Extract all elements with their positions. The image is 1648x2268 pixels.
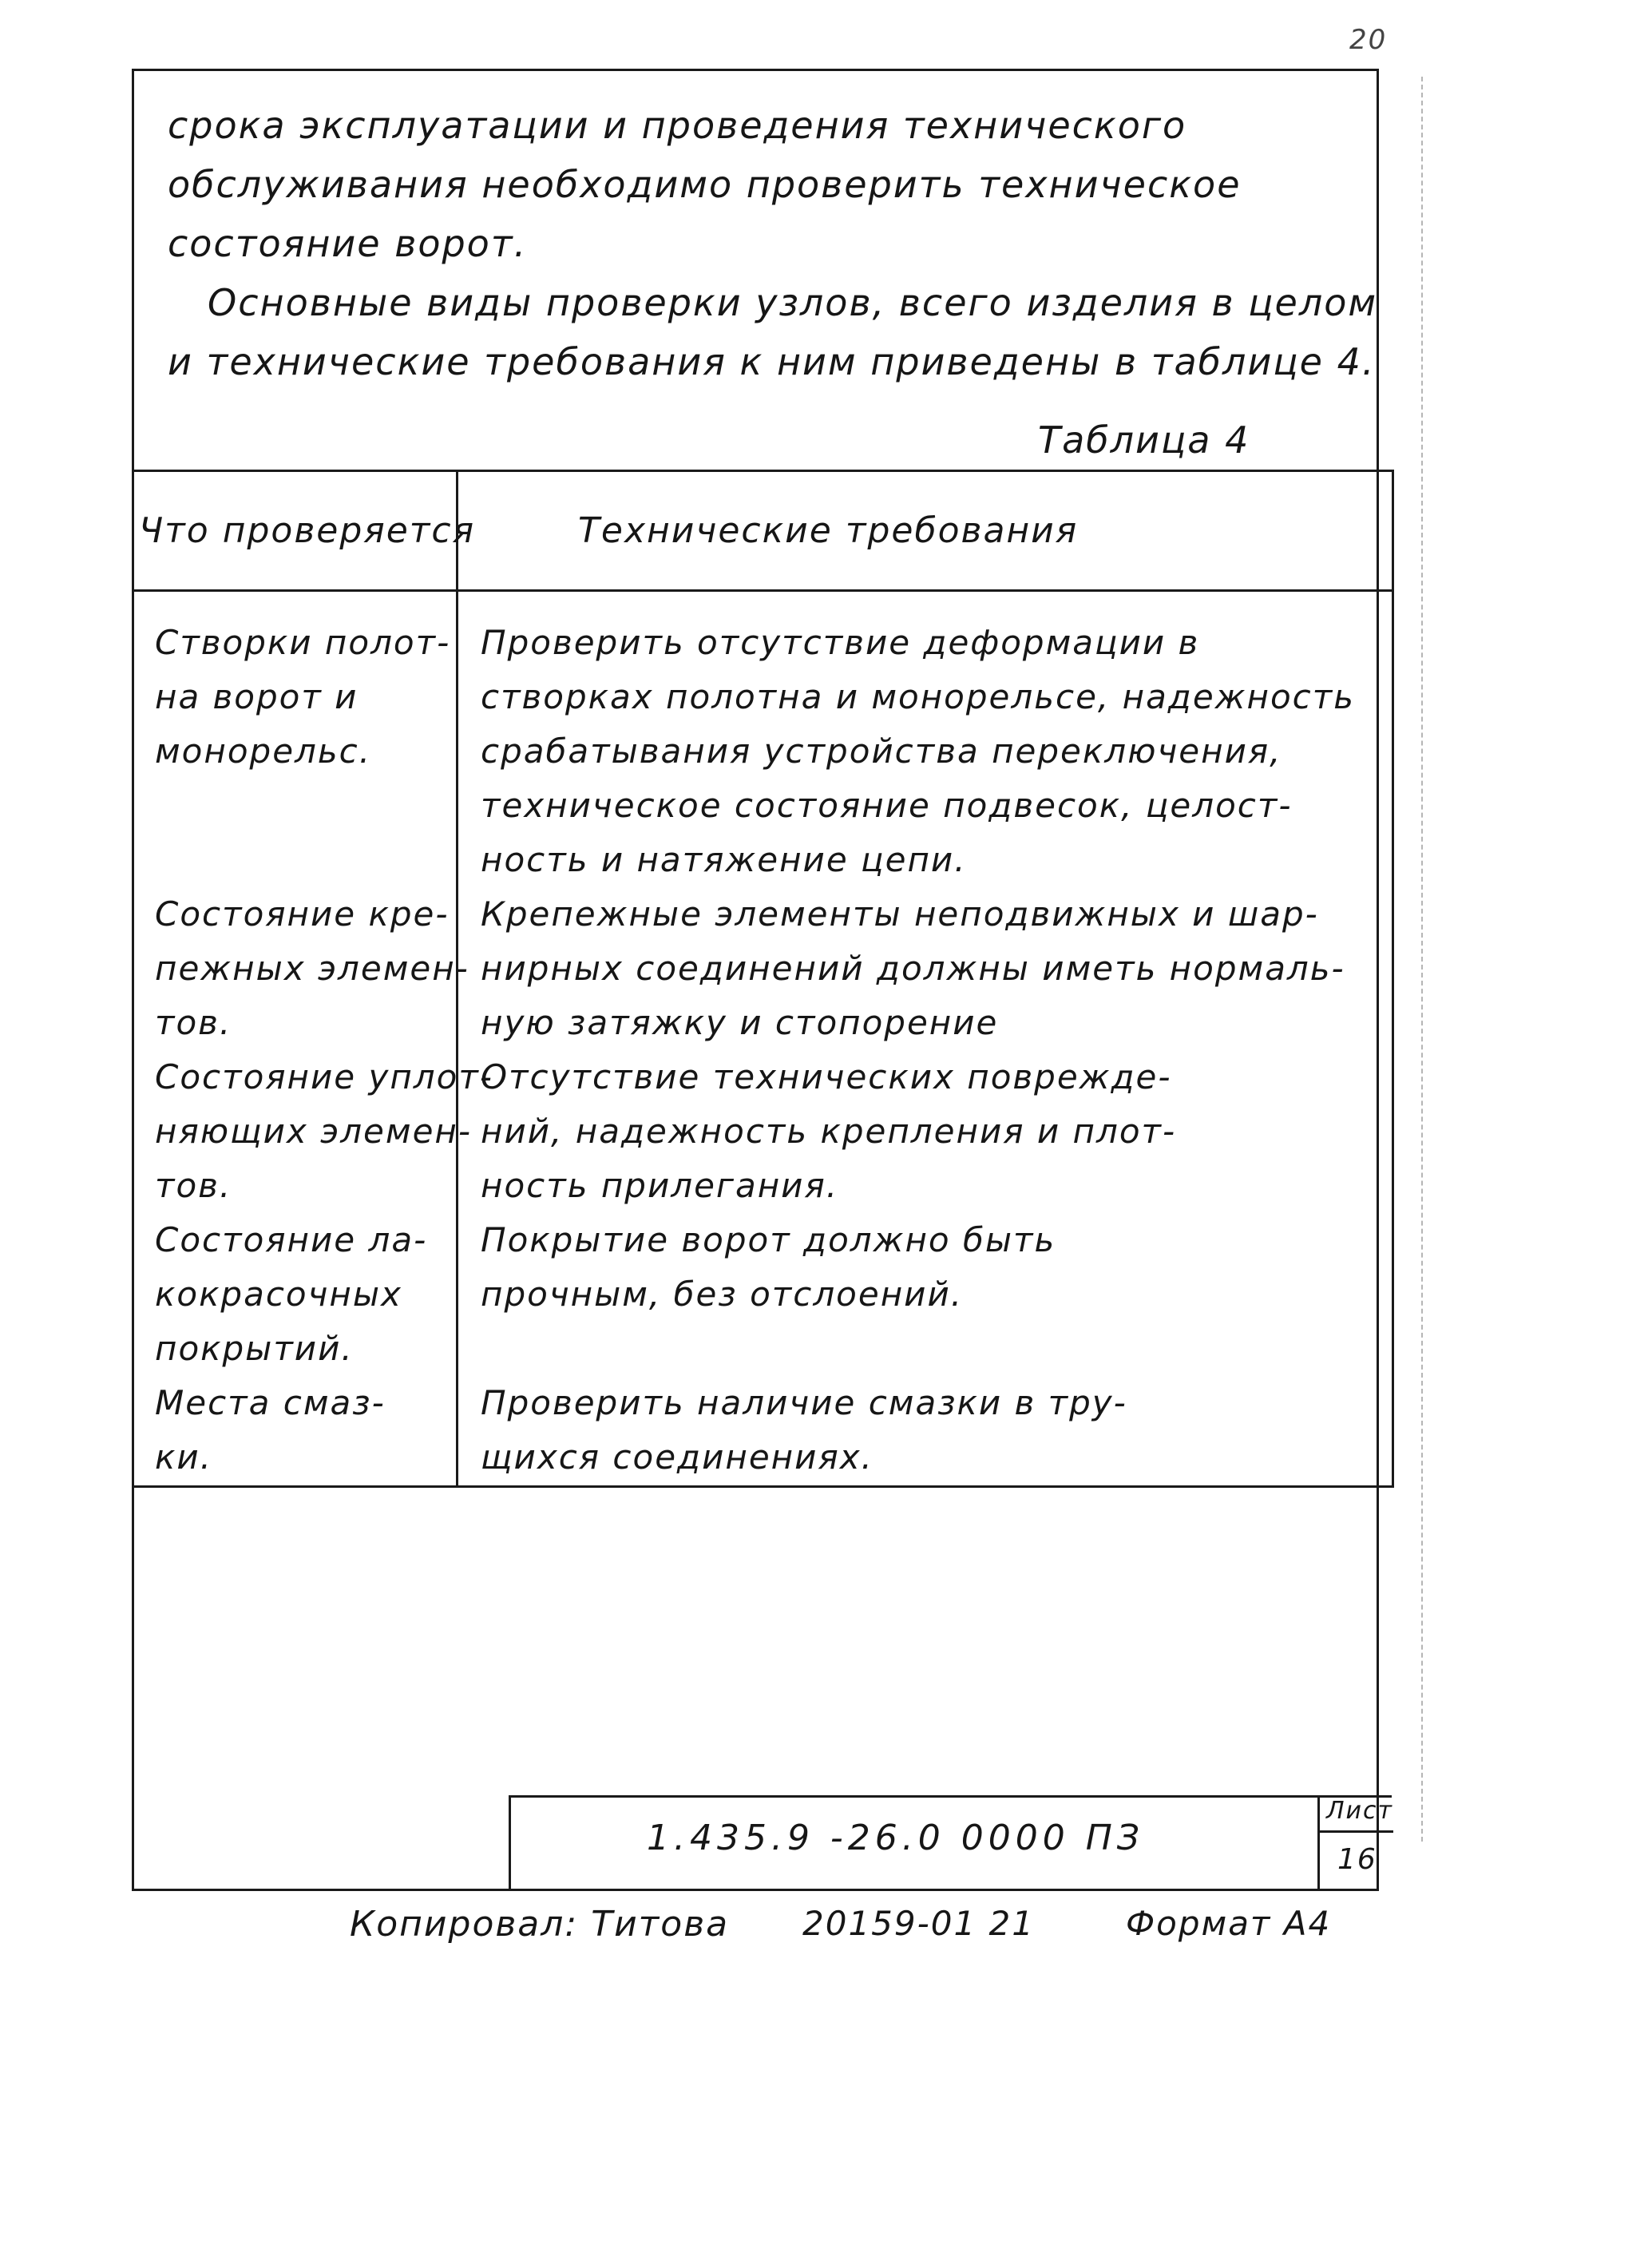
what-column-cell: [133, 591, 493, 1487]
table-row-what: [155, 1213, 456, 1376]
corner-page-number: 20: [1349, 24, 1388, 56]
sheet-box: [1317, 1795, 1394, 1891]
table-cell-line: Покрытие ворот должно быть: [481, 1220, 1056, 1259]
intro-line: состояние ворот.: [168, 222, 528, 265]
table-row-requirements: [481, 1213, 1392, 1376]
table-cell-line: ки.: [155, 1437, 213, 1477]
table-cell-spacer: [155, 779, 456, 833]
table-cell-line: тов.: [155, 1166, 232, 1205]
table-cell-line: ность прилегания.: [481, 1166, 839, 1205]
table-cell-line: ную затяжку и стопорение: [481, 1003, 999, 1042]
table-cell-line: нирных соединений должны иметь нормаль-: [481, 949, 1345, 988]
sheet-label: Лист: [1326, 1797, 1394, 1825]
table-cell-line: Состояние уплот-: [155, 1057, 493, 1096]
intro-line: Основные виды проверки узлов, всего изделия в целом: [208, 281, 1378, 324]
table-cell-line: на ворот и: [155, 677, 359, 716]
table-row-what: [155, 1050, 493, 1213]
table-cell-line: прочным, без отслоений.: [481, 1275, 964, 1314]
table-cell-line: монорельс.: [155, 732, 372, 771]
table-cell-line: щихся соединениях.: [481, 1437, 874, 1477]
table-cell-line: няющих элемен-: [155, 1112, 473, 1151]
table-row-requirements: [481, 1050, 1392, 1213]
table-cell-line: Проверить отсутствие деформации в: [481, 623, 1200, 662]
table-cell-spacer: [481, 1322, 1392, 1376]
table-cell-line: створках полотна и монорельсе, надежность: [481, 677, 1355, 716]
copied-by: Копировал: Титова: [350, 1904, 730, 1945]
table-cell-line: ность и натяжение цепи.: [481, 840, 967, 879]
intro-line: и технические требования к ним приведены в таблице 4.: [168, 340, 1376, 383]
order-number: 20159-01 21: [802, 1904, 1036, 1943]
table-cell-line: Крепежные элементы неподвижных и шар-: [481, 894, 1319, 934]
table-row-what: [155, 1376, 456, 1485]
table-cell-line: кокрасочных: [155, 1275, 402, 1314]
table-cell-line: пежных элемен-: [155, 949, 469, 988]
document-code: 1.435.9 -26.0 0000 ПЗ: [647, 1818, 1145, 1858]
table-cell-line: Створки полот-: [155, 623, 451, 662]
table-row-requirements: [481, 616, 1392, 887]
table-cell-line: срабатывания устройства переключения,: [481, 732, 1282, 771]
intro-line: обслуживания необходимо проверить техническое: [168, 163, 1242, 206]
table-cell-line: тов.: [155, 1003, 232, 1042]
scan-edge-mark: [1421, 77, 1424, 1842]
table-row-requirements: [481, 1376, 1392, 1485]
table-cell-line: техническое состояние подвесок, целост-: [481, 786, 1293, 825]
format-label: Формат А4: [1126, 1904, 1332, 1943]
table-row-what: [155, 887, 469, 1050]
table-cell-line: Отсутствие технических поврежде-: [481, 1057, 1172, 1096]
table-cell-line: Состояние ла-: [155, 1220, 428, 1259]
table-cell-line: ний, надежность крепления и плот-: [481, 1112, 1177, 1151]
requirements-column-cell: [458, 591, 1393, 1487]
intro-paragraph: [168, 96, 1377, 391]
table-row-what: [155, 616, 456, 887]
column-header-requirements: Технические требования: [458, 471, 1393, 591]
table-header-row: [133, 471, 1393, 591]
intro-line: срока эксплуатации и проведения технического: [168, 104, 1187, 147]
table-caption: Таблица 4: [1038, 418, 1250, 462]
table-cell-line: Проверить наличие смазки в тру-: [481, 1383, 1127, 1422]
table-body-row: [133, 591, 1393, 1487]
requirements-table: [132, 470, 1394, 1488]
sheet-number: 16: [1337, 1843, 1377, 1876]
table-row-requirements: [481, 887, 1392, 1050]
table-cell-spacer: [155, 833, 456, 887]
table-cell-line: Места смаз-: [155, 1383, 386, 1422]
table-cell-line: покрытий.: [155, 1329, 354, 1368]
column-header-what: Что проверяется: [133, 471, 458, 591]
sheet-box-divider: [1320, 1830, 1393, 1833]
table-cell-line: Состояние кре-: [155, 894, 450, 934]
